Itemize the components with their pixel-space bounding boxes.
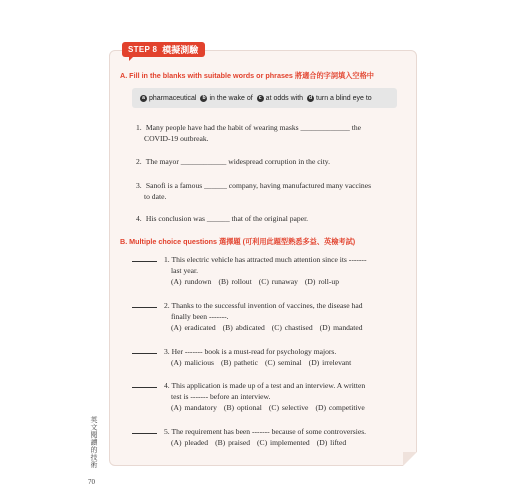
question-text-continued: COVID-19 outbreak. [144, 134, 209, 143]
question-text-continued: to date. [144, 192, 167, 201]
question-text: Many people have had the habit of wearing masks _____________ the [145, 123, 362, 132]
mc-question [132, 254, 400, 287]
option: (A) rundown [171, 277, 212, 286]
fill-question [136, 156, 398, 167]
section-b-heading: B. Multiple choice questions 選擇題 (可利用此題型熟悉多益、英檢考試) [120, 237, 356, 246]
question-number: 1. [136, 123, 142, 132]
option: (A) eradicated [171, 323, 216, 332]
question-text: 1. This electric vehicle has attracted much attention since its ------- [164, 255, 367, 264]
option: (B) pathetic [220, 358, 259, 367]
option: (B) rollout [218, 277, 252, 286]
step-badge [122, 42, 205, 57]
question-text: 3. Her ------- book is a must-read for psychology majors. [164, 347, 337, 356]
answer-blank[interactable] [132, 346, 157, 354]
question-text: The mayor ____________ widespread corruption in the city. [145, 157, 331, 166]
question-number: 2. [136, 157, 142, 166]
word-bank [132, 88, 397, 108]
book-title-vertical: 英文閱讀的技術 [90, 416, 98, 469]
question-text-continued: finally been -------. [171, 312, 229, 321]
question-text: 5. The requirement has been ------- because of some controversies. [164, 427, 367, 436]
word-bank-letter: b [202, 94, 206, 101]
options-row [132, 276, 400, 287]
word-bank-item [307, 95, 372, 102]
question-text: 2. Thanks to the successful invention of vaccines, the disease had [164, 301, 363, 310]
option: (D) irrelevant [308, 358, 352, 367]
mc-question [132, 300, 400, 333]
step-title: 模擬測驗 [162, 45, 199, 55]
word-bank-text: at odds with [265, 94, 304, 102]
options-row [132, 402, 400, 413]
fill-question [136, 122, 398, 144]
option: (B) abdicated [222, 323, 265, 332]
option: (C) selective [268, 403, 309, 412]
option: (D) roll-up [304, 277, 339, 286]
options-row [132, 357, 400, 368]
page-fold-corner [403, 452, 417, 466]
word-bank-text: in the wake of [209, 94, 253, 102]
option: (C) chastised [271, 323, 313, 332]
option: (A) mandatory [171, 403, 217, 412]
word-bank-text: turn a blind eye to [316, 94, 372, 102]
question-text: Sanofi is a famous ______ company, having manufactured many vaccines [145, 181, 372, 190]
option: (B) optional [223, 403, 262, 412]
option: (B) praised [215, 438, 251, 447]
question-number: 3. [136, 181, 142, 190]
fill-question [136, 180, 398, 202]
option: (D) lifted [316, 438, 347, 447]
question-number: 4. [136, 214, 142, 223]
step-label: STEP 8 [128, 45, 158, 54]
options-row [132, 437, 400, 448]
page-number: 70 [88, 478, 95, 486]
mc-question [132, 346, 400, 368]
answer-blank[interactable] [132, 380, 157, 388]
word-bank-letter: c [257, 95, 264, 102]
section-a-heading: A. Fill in the blanks with suitable words or phrases 將適合的字詞填入空格中 [120, 71, 374, 80]
option: (A) malicious [171, 358, 214, 367]
word-bank-letter: a [140, 95, 147, 102]
option: (D) mandated [319, 323, 363, 332]
question-text-continued: last year. [171, 266, 198, 275]
answer-blank[interactable] [132, 254, 157, 262]
word-bank-letter: d [309, 94, 313, 101]
word-bank-text: pharmaceutical [149, 94, 197, 102]
option: (D) competitive [315, 403, 365, 412]
question-text: His conclusion was ______ that of the original paper. [145, 214, 309, 223]
option: (C) implemented [257, 438, 310, 447]
word-bank-item [200, 95, 252, 102]
option: (A) pleaded [171, 438, 209, 447]
option: (C) seminal [265, 358, 302, 367]
mc-question [132, 380, 400, 413]
question-text-continued: test is ------- before an interview. [171, 392, 271, 401]
options-row [132, 322, 400, 333]
mc-question [132, 426, 400, 448]
answer-blank[interactable] [132, 426, 157, 434]
option: (C) runaway [258, 277, 298, 286]
question-text: 4. This application is made up of a test and an interview. A written [164, 381, 366, 390]
word-bank-item [257, 95, 303, 102]
word-bank-item [140, 95, 196, 102]
answer-blank[interactable] [132, 300, 157, 308]
fill-question [136, 213, 398, 224]
